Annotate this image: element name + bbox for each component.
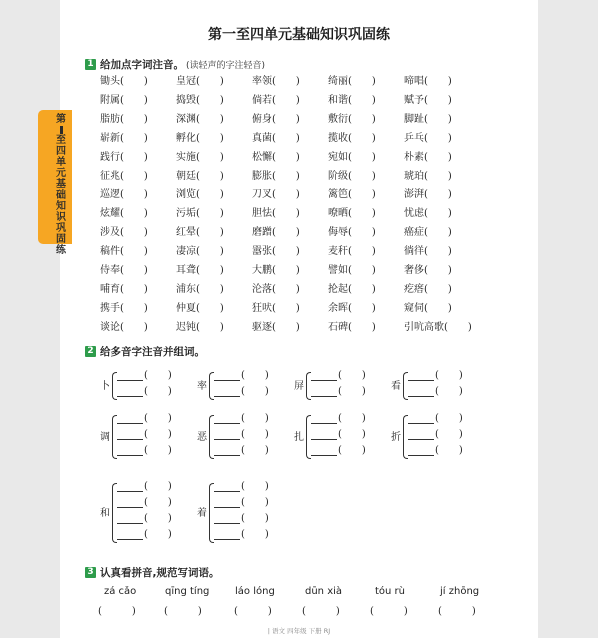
answer-paren[interactable]: ( ): [241, 513, 269, 524]
word-item: 和谐( ): [328, 94, 376, 106]
answer-line[interactable]: [408, 455, 434, 456]
answer-line[interactable]: [214, 507, 240, 508]
brace: [306, 415, 311, 459]
word-item: 徜徉( ): [404, 246, 452, 258]
page-title: 第一至四单元基础知识巩固练: [208, 27, 390, 43]
word-item: 红晕( ): [176, 227, 224, 239]
word-item: 奢侈( ): [404, 265, 452, 276]
answer-line[interactable]: [117, 439, 143, 440]
word-item: 赋予( ): [404, 94, 452, 106]
section-1-heading: [85, 57, 265, 71]
word-item: 稿件( ): [100, 246, 148, 258]
word-item: 沦落( ): [252, 283, 300, 295]
section-1-title: 给加点字词注音。: [100, 58, 184, 71]
polyphonic-char: 卜: [100, 381, 110, 392]
answer-line[interactable]: [311, 396, 337, 397]
word-item: 宛如( ): [328, 151, 376, 163]
section-2-title: 给多音字注音并组词。: [100, 345, 205, 358]
answer-paren[interactable]: ( ): [338, 413, 366, 424]
word-item: 琥珀( ): [404, 170, 452, 182]
word-item: 脚趾( ): [404, 113, 452, 125]
word-item: 乒乓( ): [404, 132, 452, 144]
answer-paren[interactable]: ( ): [144, 386, 172, 397]
answer-line[interactable]: [408, 380, 434, 381]
answer-paren[interactable]: ( ): [241, 370, 269, 381]
pinyin-label: láo lóng: [235, 586, 275, 597]
word-item: 仲夏( ): [176, 302, 224, 314]
answer-paren[interactable]: ( ): [435, 413, 463, 424]
polyphonic-char: 率: [197, 381, 207, 392]
word-item: 捣毁( ): [176, 94, 224, 106]
word-answer-blank[interactable]: ( ): [370, 606, 408, 617]
answer-paren[interactable]: ( ): [144, 481, 172, 492]
section-1-number: 1: [85, 59, 96, 70]
word-item: 篱笆( ): [328, 189, 376, 201]
answer-line[interactable]: [311, 423, 337, 424]
word-item: 疙瘩( ): [404, 283, 452, 295]
brace: [209, 415, 214, 459]
brace: [112, 415, 117, 459]
polyphonic-char: 和: [100, 508, 110, 519]
answer-line[interactable]: [214, 396, 240, 397]
word-answer-blank[interactable]: ( ): [234, 606, 272, 617]
word-item: 敷衍( ): [328, 113, 376, 125]
section-3-title: 认真看拼音,规范写词语。: [100, 566, 220, 579]
answer-paren[interactable]: ( ): [144, 370, 172, 381]
answer-paren[interactable]: ( ): [338, 386, 366, 397]
answer-paren[interactable]: ( ): [241, 386, 269, 397]
word-item: 嘹晒( ): [328, 208, 376, 220]
word-item: 真菌( ): [252, 132, 300, 144]
word-item: 哺育( ): [100, 283, 148, 295]
brace: [112, 483, 117, 543]
answer-line[interactable]: [408, 423, 434, 424]
polyphonic-char: 折: [391, 432, 401, 443]
answer-paren[interactable]: ( ): [435, 370, 463, 381]
word-item: 巡逻( ): [100, 189, 148, 201]
answer-paren[interactable]: ( ): [241, 529, 269, 540]
answer-line[interactable]: [214, 539, 240, 540]
word-item: 癌症( ): [404, 227, 452, 239]
polyphonic-char: 屏: [294, 381, 304, 392]
word-item: 膨胀( ): [252, 170, 300, 182]
answer-line[interactable]: [408, 439, 434, 440]
answer-line[interactable]: [117, 539, 143, 540]
word-item: 窥伺( ): [404, 302, 452, 314]
polyphonic-char: 恶: [197, 432, 207, 443]
word-item: 凄凉( ): [176, 246, 224, 258]
word-item: 脂肪( ): [100, 113, 148, 125]
answer-paren[interactable]: ( ): [338, 370, 366, 381]
answer-line[interactable]: [311, 455, 337, 456]
word-item: 绮丽( ): [328, 76, 376, 87]
word-item: 朝廷( ): [176, 170, 224, 182]
word-item: 啼唱( ): [404, 76, 452, 87]
side-tab-text: [53, 114, 69, 256]
word-item: 刀叉( ): [252, 189, 300, 201]
word-answer-blank[interactable]: ( ): [164, 606, 202, 617]
answer-line[interactable]: [117, 423, 143, 424]
answer-line[interactable]: [408, 396, 434, 397]
answer-paren[interactable]: ( ): [144, 529, 172, 540]
side-tab-bar: [60, 126, 63, 134]
answer-paren[interactable]: ( ): [241, 429, 269, 440]
section-1-hint: (读轻声的字注轻音): [186, 60, 266, 71]
word-item: 涉及( ): [100, 227, 148, 239]
answer-paren[interactable]: ( ): [338, 429, 366, 440]
section-2-number: 2: [85, 346, 96, 357]
word-item: 实施( ): [176, 151, 224, 163]
pinyin-label: dūn xià: [305, 586, 343, 597]
answer-line[interactable]: [117, 507, 143, 508]
word-item: 浦东( ): [176, 283, 224, 295]
brace: [403, 415, 408, 459]
word-item: 迟钝( ): [176, 321, 224, 333]
word-item: 忧虑( ): [404, 208, 452, 220]
word-item: 附属( ): [100, 94, 148, 106]
word-item: 崭新( ): [100, 132, 148, 144]
answer-paren[interactable]: ( ): [144, 413, 172, 424]
answer-line[interactable]: [117, 455, 143, 456]
word-item: 引吭高歌( ): [404, 321, 472, 333]
answer-paren[interactable]: ( ): [144, 445, 172, 456]
polyphonic-char: 调: [100, 432, 110, 443]
word-item: 谈论( ): [100, 321, 148, 333]
word-item: 譬如( ): [328, 265, 376, 276]
word-item: 胆怯( ): [252, 208, 300, 220]
word-answer-blank[interactable]: ( ): [302, 606, 340, 617]
word-item: 侮辱( ): [328, 227, 376, 239]
answer-line[interactable]: [311, 439, 337, 440]
answer-line[interactable]: [214, 523, 240, 524]
word-item: 皇冠( ): [176, 76, 224, 87]
answer-paren[interactable]: ( ): [241, 497, 269, 508]
word-item: 大鹏( ): [252, 265, 300, 276]
word-answer-blank[interactable]: ( ): [98, 606, 136, 617]
word-item: 侍奉( ): [100, 265, 148, 276]
word-item: 澎湃( ): [404, 189, 452, 201]
answer-line[interactable]: [214, 455, 240, 456]
word-item: 深渊( ): [176, 113, 224, 125]
word-item: 率领( ): [252, 76, 300, 87]
answer-paren[interactable]: ( ): [241, 445, 269, 456]
word-item: 俯身( ): [252, 113, 300, 125]
answer-line[interactable]: [311, 380, 337, 381]
answer-line[interactable]: [214, 491, 240, 492]
word-item: 揽收( ): [328, 132, 376, 144]
word-item: 松懈( ): [252, 151, 300, 163]
word-item: 驱逐( ): [252, 321, 300, 333]
pinyin-label: zá cǎo: [104, 586, 137, 597]
answer-line[interactable]: [214, 439, 240, 440]
word-item: 征兆( ): [100, 170, 148, 182]
answer-paren[interactable]: ( ): [435, 445, 463, 456]
polyphonic-char: 扎: [294, 432, 304, 443]
answer-paren[interactable]: ( ): [144, 497, 172, 508]
answer-line[interactable]: [214, 423, 240, 424]
word-item: 污垢( ): [176, 208, 224, 220]
word-item: 抡起( ): [328, 283, 376, 295]
section-3-number: 3: [85, 567, 96, 578]
answer-line[interactable]: [214, 380, 240, 381]
brace: [209, 483, 214, 543]
word-item: 狂吠( ): [252, 302, 300, 314]
pinyin-label: tóu rù: [375, 586, 406, 597]
word-answer-blank[interactable]: ( ): [438, 606, 476, 617]
word-item: 阶级( ): [328, 170, 376, 182]
polyphonic-char: 看: [391, 381, 401, 392]
word-item: 石碑( ): [328, 321, 376, 333]
section-2-heading: [85, 344, 205, 358]
answer-line[interactable]: [117, 491, 143, 492]
word-item: 携手( ): [100, 302, 148, 314]
answer-paren[interactable]: ( ): [144, 429, 172, 440]
section-3-heading: [85, 565, 220, 579]
answer-line[interactable]: [117, 396, 143, 397]
word-item: 余晖( ): [328, 302, 376, 314]
word-item: 嚣张( ): [252, 246, 300, 258]
side-tab-text-a: 第: [56, 114, 66, 125]
word-item: 炫耀( ): [100, 208, 148, 220]
word-item: 倘若( ): [252, 94, 300, 106]
answer-line[interactable]: [117, 523, 143, 524]
word-item: 耳聋( ): [176, 265, 224, 276]
answer-line[interactable]: [117, 380, 143, 381]
answer-paren[interactable]: ( ): [435, 429, 463, 440]
side-tab-text-b: 至四单元基础知识巩固练: [56, 135, 66, 256]
page-footer: | 语文 四年级 下册 RJ: [267, 627, 331, 635]
answer-paren[interactable]: ( ): [435, 386, 463, 397]
answer-paren[interactable]: ( ): [241, 481, 269, 492]
answer-paren[interactable]: ( ): [338, 445, 366, 456]
word-item: 践行( ): [100, 151, 148, 163]
word-item: 磨蹭( ): [252, 227, 300, 239]
word-item: 麦秆( ): [328, 246, 376, 258]
answer-paren[interactable]: ( ): [241, 413, 269, 424]
pinyin-label: qīng tíng: [165, 586, 210, 597]
polyphonic-char: 着: [197, 508, 207, 519]
pinyin-label: jí zhōng: [440, 586, 480, 597]
answer-paren[interactable]: ( ): [144, 513, 172, 524]
word-item: 锄头( ): [100, 76, 148, 87]
word-item: 孵化( ): [176, 132, 224, 144]
word-item: 朴素( ): [404, 151, 452, 163]
word-item: 浏览( ): [176, 189, 224, 201]
